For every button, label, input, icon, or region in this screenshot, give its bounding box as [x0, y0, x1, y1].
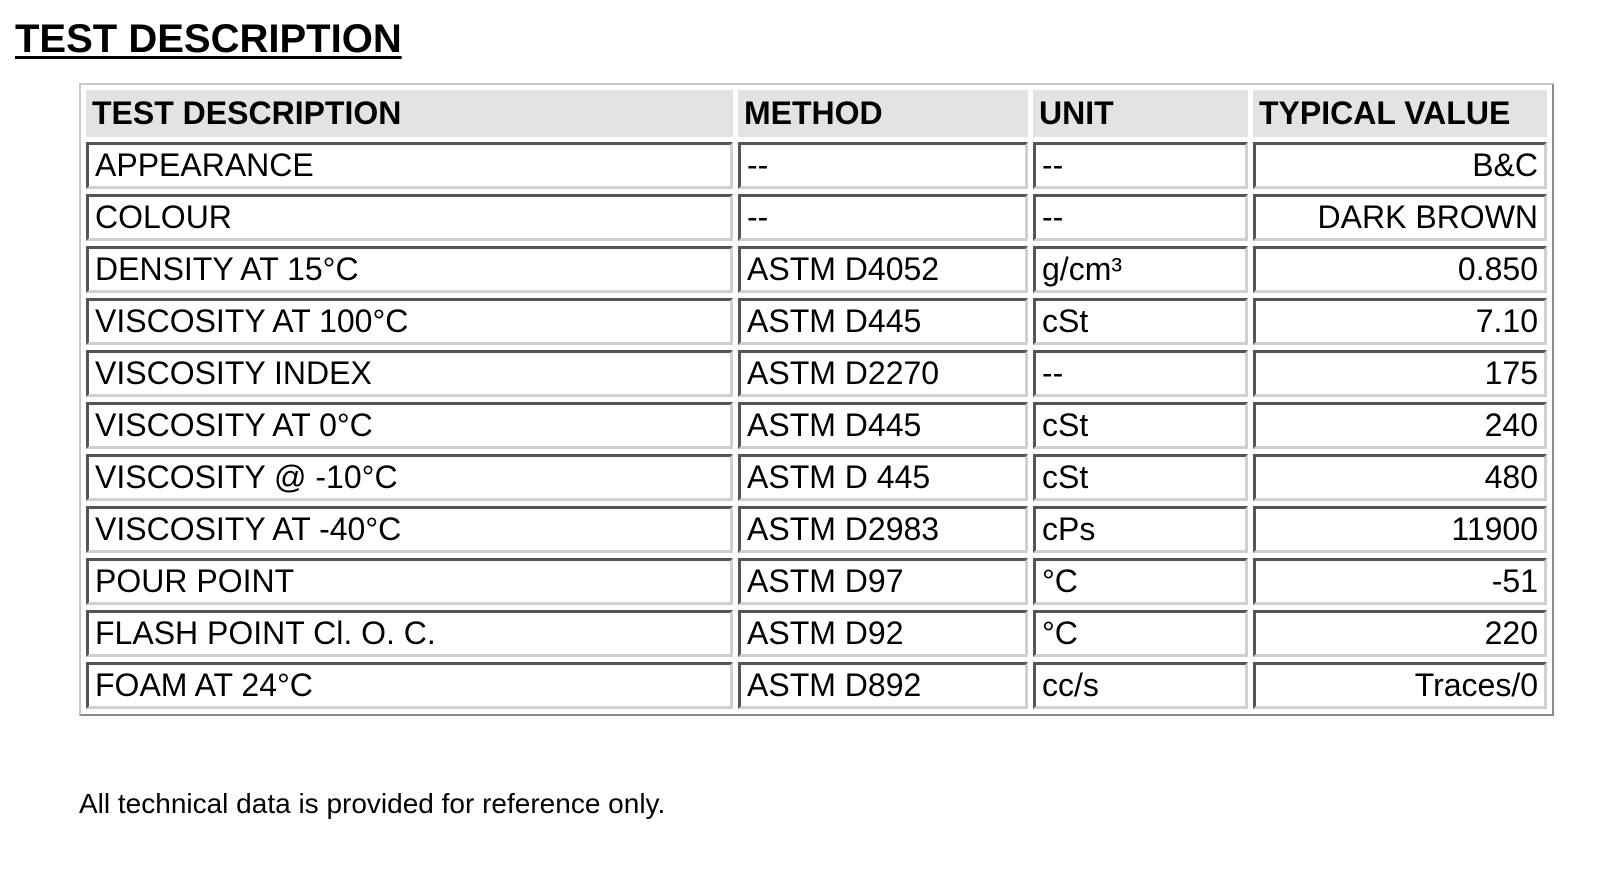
column-header-typical-value: TYPICAL VALUE [1253, 90, 1547, 137]
cell-typical-value: DARK BROWN [1253, 194, 1547, 241]
table-row [86, 350, 1547, 397]
cell-unit: g/cm³ [1033, 246, 1248, 293]
cell-description: VISCOSITY AT 0°C [86, 402, 733, 449]
cell-method: ASTM D4052 [738, 246, 1028, 293]
spec-table-container [79, 83, 1554, 716]
cell-typical-value: 175 [1253, 350, 1547, 397]
cell-unit: -- [1033, 350, 1248, 397]
cell-description: VISCOSITY AT -40°C [86, 506, 733, 553]
cell-description: FOAM AT 24°C [86, 662, 733, 709]
cell-unit: cc/s [1033, 662, 1248, 709]
table-row [86, 402, 1547, 449]
table-row [86, 506, 1547, 553]
cell-description: COLOUR [86, 194, 733, 241]
table-row [86, 662, 1547, 709]
cell-method: -- [738, 194, 1028, 241]
cell-unit: cSt [1033, 402, 1248, 449]
cell-description: APPEARANCE [86, 142, 733, 189]
footnote: All technical data is provided for reference only. [79, 788, 666, 819]
cell-description: FLASH POINT Cl. O. C. [86, 610, 733, 657]
cell-unit: °C [1033, 610, 1248, 657]
table-row [86, 142, 1547, 189]
table-row [86, 454, 1547, 501]
spec-table [79, 83, 1554, 716]
cell-unit: cSt [1033, 454, 1248, 501]
cell-method: ASTM D2983 [738, 506, 1028, 553]
column-header-method: METHOD [738, 90, 1028, 137]
cell-description: POUR POINT [86, 558, 733, 605]
cell-description: DENSITY AT 15°C [86, 246, 733, 293]
cell-typical-value: 220 [1253, 610, 1547, 657]
table-row [86, 610, 1547, 657]
cell-description: VISCOSITY AT 100°C [86, 298, 733, 345]
table-row [86, 558, 1547, 605]
cell-typical-value: 11900 [1253, 506, 1547, 553]
page-title: TEST DESCRIPTION [15, 17, 402, 61]
cell-typical-value: 240 [1253, 402, 1547, 449]
cell-unit: -- [1033, 142, 1248, 189]
cell-typical-value: B&C [1253, 142, 1547, 189]
column-header-description: TEST DESCRIPTION [86, 90, 733, 137]
cell-typical-value: 7.10 [1253, 298, 1547, 345]
cell-description: VISCOSITY @ -10°C [86, 454, 733, 501]
cell-unit: cPs [1033, 506, 1248, 553]
cell-typical-value: 0.850 [1253, 246, 1547, 293]
cell-typical-value: -51 [1253, 558, 1547, 605]
cell-method: -- [738, 142, 1028, 189]
table-row [86, 298, 1547, 345]
column-header-unit: UNIT [1033, 90, 1248, 137]
cell-typical-value: 480 [1253, 454, 1547, 501]
cell-method: ASTM D97 [738, 558, 1028, 605]
table-row [86, 246, 1547, 293]
cell-unit: -- [1033, 194, 1248, 241]
cell-unit: cSt [1033, 298, 1248, 345]
cell-typical-value: Traces/0 [1253, 662, 1547, 709]
cell-description: VISCOSITY INDEX [86, 350, 733, 397]
cell-method: ASTM D 445 [738, 454, 1028, 501]
cell-method: ASTM D2270 [738, 350, 1028, 397]
table-header-row [86, 90, 1547, 137]
cell-method: ASTM D445 [738, 298, 1028, 345]
cell-method: ASTM D445 [738, 402, 1028, 449]
cell-method: ASTM D892 [738, 662, 1028, 709]
cell-method: ASTM D92 [738, 610, 1028, 657]
cell-unit: °C [1033, 558, 1248, 605]
table-row [86, 194, 1547, 241]
